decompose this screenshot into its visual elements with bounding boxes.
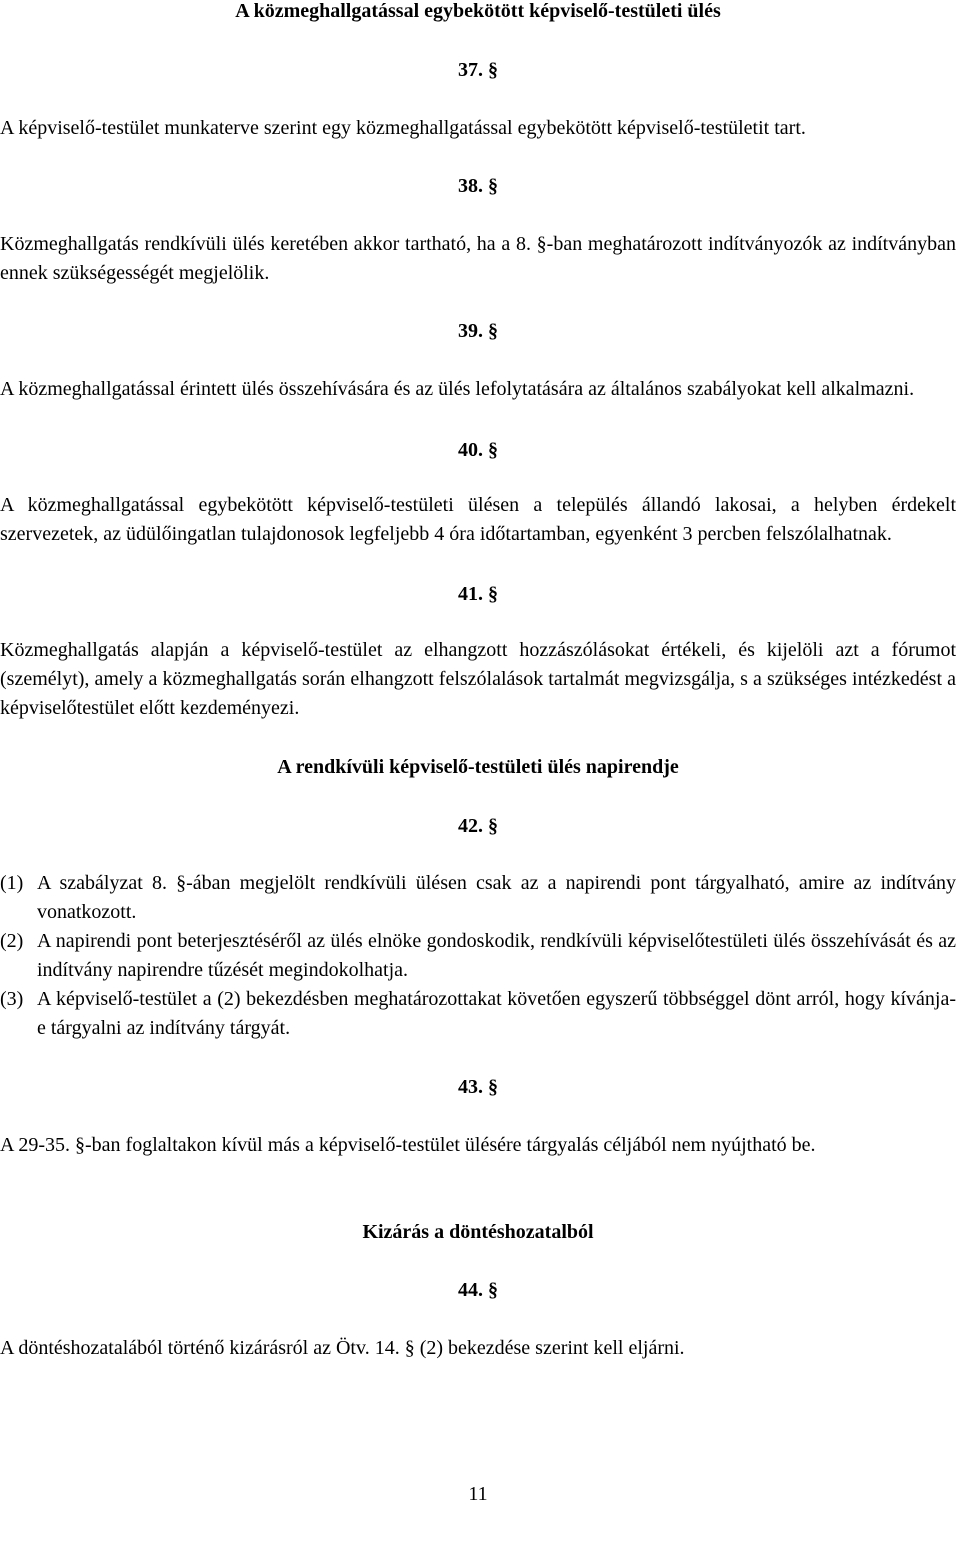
section-44-number: 44. § bbox=[458, 1279, 498, 1301]
section-40-text: A közmeghallgatással egybekötött képviselő-testületi ülésen a település állandó lakosai, a helyben érdekelt szervezetek, az üdülőingatlan tulajdonosok legfeljebb 4 óra időtartamban, egyenként 3 percben felszólalhatnak. bbox=[0, 494, 956, 545]
section-40-number: 40. § bbox=[458, 439, 498, 461]
paragraph-number: (1) bbox=[0, 872, 24, 894]
section-39-text: A közmeghallgatással érintett ülés összehívására és az ülés lefolytatására az általános szabályokat kell alkalmazni. bbox=[0, 378, 915, 400]
heading-public-hearing: A közmeghallgatással egybekötött képviselő-testületi ülés bbox=[235, 0, 721, 22]
section-42-paragraph-3 bbox=[0, 985, 956, 1043]
paragraph-text: A képviselő-testület a (2) bekezdésben meghatározottakat követően egyszerű többséggel dönt arról, hogy kívánja-e tárgyalni az indítvány tárgyát. bbox=[37, 988, 956, 1039]
section-39-number: 39. § bbox=[458, 320, 498, 342]
paragraph-number: (3) bbox=[0, 988, 24, 1010]
section-37-number: 37. § bbox=[458, 59, 498, 81]
section-37-text: A képviselő-testület munkaterve szerint egy közmeghallgatással egybekötött képviselő-testületit tart. bbox=[0, 117, 806, 139]
paragraph-number: (2) bbox=[0, 930, 24, 952]
section-42-paragraph-2 bbox=[0, 927, 956, 985]
section-41-text: Közmeghallgatás alapján a képviselő-testület az elhangzott hozzászólásokat értékeli, és kijelöli azt a fórumot (személyt), amely a közmeghallgatás során elhangzott felszólalások tartalmát megvizsgálja, s a szükséges intézkedést a képviselőtestület előtt kezdeményezi. bbox=[0, 639, 956, 719]
section-43-text: A 29-35. §-ban foglaltakon kívül más a képviselő-testület ülésére tárgyalás céljából nem nyújtható be. bbox=[0, 1134, 816, 1156]
section-43-number: 43. § bbox=[458, 1076, 498, 1098]
section-41-number: 41. § bbox=[458, 583, 498, 605]
section-42-number: 42. § bbox=[458, 815, 498, 837]
heading-extraordinary-agenda: A rendkívüli képviselő-testületi ülés napirendje bbox=[277, 756, 679, 778]
section-42-paragraph-1 bbox=[0, 869, 956, 927]
section-38-number: 38. § bbox=[458, 175, 498, 197]
page-number: 11 bbox=[468, 1483, 488, 1505]
section-44-text: A döntéshozatalából történő kizárásról az Ötv. 14. § (2) bekezdése szerint kell eljárni. bbox=[0, 1337, 685, 1359]
heading-exclusion: Kizárás a döntéshozatalból bbox=[362, 1221, 594, 1243]
paragraph-text: A napirendi pont beterjesztéséről az ülés elnöke gondoskodik, rendkívüli képviselőtestületi ülés összehívását és az indítvány napirendre tűzését megindokolhatja. bbox=[37, 930, 956, 981]
paragraph-text: A szabályzat 8. §-ában megjelölt rendkívüli ülésen csak az a napirendi pont tárgyalható, amire az indítvány vonatkozott. bbox=[37, 872, 956, 923]
section-38-text: Közmeghallgatás rendkívüli ülés keretében akkor tartható, ha a 8. §-ban meghatározott indítványozók az indítványban ennek szükségességét megjelölik. bbox=[0, 233, 956, 284]
